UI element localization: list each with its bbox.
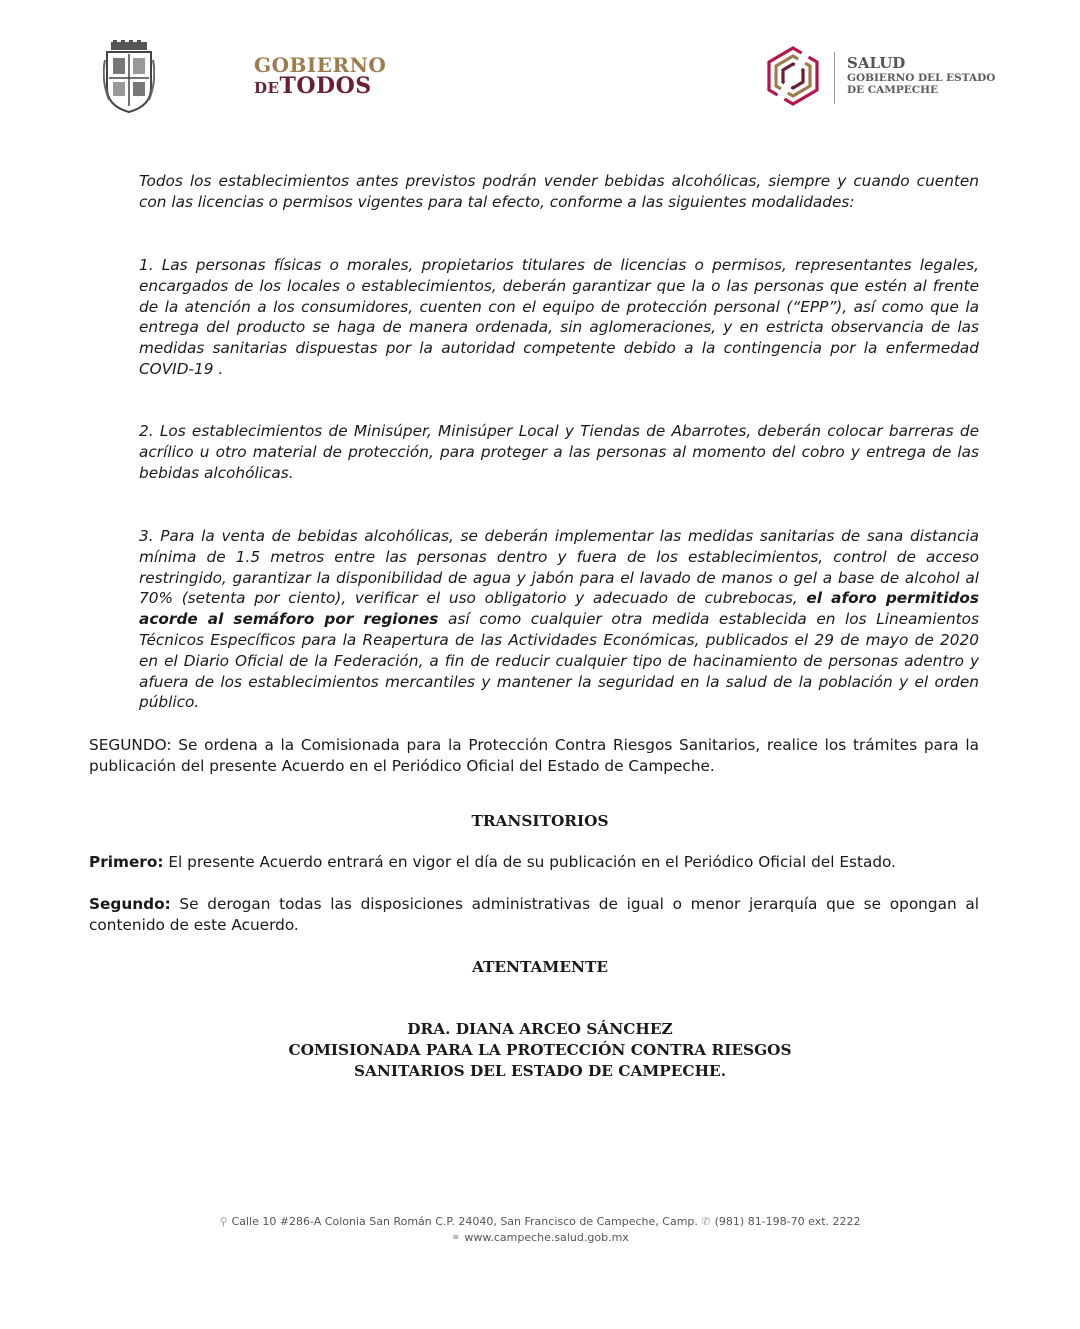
phone-icon: ✆ [701, 1215, 711, 1228]
de-text: DE [254, 79, 280, 97]
signer-name: DRA. DIANA ARCEO SÁNCHEZ [407, 1020, 673, 1038]
footer-phone: (981) 81-198-70 ext. 2222 [714, 1215, 861, 1228]
primero-text: El presente Acuerdo entrará en vigor el día de su publicación en el Periódico Oficial del Estado. [163, 853, 896, 871]
globe-icon: ⚭ [451, 1231, 461, 1244]
todos-text: TODOS [279, 73, 372, 99]
signer-title-line-1: COMISIONADA PARA LA PROTECCIÓN CONTRA RIESGOS [288, 1041, 792, 1059]
campeche-coat-of-arms-icon [103, 40, 155, 114]
signer-title-line-2: SANITARIOS DEL ESTADO DE CAMPECHE. [353, 1062, 727, 1080]
footer-website: www.campeche.salud.gob.mx [464, 1231, 629, 1244]
intro-paragraph: Todos los establecimientos antes previstos podrán vender bebidas alcohólicas, siempre y cuando cuenten con las licencias o permisos vigentes para tal efecto, conforme a las siguientes modalidades: [139, 172, 979, 211]
footer-contact-line [0, 1214, 1080, 1230]
segundo-text: Se derogan todas las disposiciones administrativas de igual o menor jerarquía que se opongan al contenido de este Acuerdo. [89, 895, 979, 934]
salud-logo-icon [763, 44, 823, 108]
salud-logo-text [847, 55, 995, 96]
document-header [0, 0, 1080, 140]
location-pin-icon: ⚲ [219, 1215, 228, 1228]
footer-address: Calle 10 #286-A Colonia San Román C.P. 24040, San Francisco de Campeche, Camp. [231, 1215, 698, 1228]
primero-paragraph [89, 852, 979, 873]
transitorios-heading: TRANSITORIOS [471, 812, 609, 830]
document-footer [0, 1214, 1080, 1246]
gobierno-de-todos-logo [254, 55, 386, 99]
logo-divider [834, 52, 835, 104]
atentamente-heading: ATENTAMENTE [471, 958, 609, 976]
item-3-bold-text: el aforo permitidos acorde al semáforo por regiones [139, 589, 980, 629]
footer-website-line [0, 1230, 1080, 1246]
gobierno-text: GOBIERNO [254, 53, 387, 77]
salud-subtitle-1: GOBIERNO DEL ESTADO [847, 72, 996, 84]
segundo-transitorio-paragraph [89, 894, 979, 936]
segundo-paragraph: SEGUNDO: Se ordena a la Comisionada para la Protección Contra Riesgos Sanitarios, realice los trámites para la publicación del presente Acuerdo en el Periódico Oficial del Estado de Campeche. [89, 736, 979, 775]
segundo-label: Segundo: [89, 895, 171, 913]
item-3-paragraph [139, 526, 979, 713]
primero-label: Primero: [89, 853, 164, 871]
item-3-text-end: así como cualquier otra medida establecida en los Lineamientos Técnicos Específicos para la Reapertura de las Actividades Económicas, publicados el 29 de mayo de 2020 en el Diario Oficial de la Federación, a fin de reducir cualquier tipo de hacinamiento de personas adentro y afuera de los establecimientos mercantiles y mantener la seguridad en la salud de la población y el orden público. [139, 610, 980, 712]
item-2-paragraph: 2. Los establecimientos de Minisúper, Minisúper Local y Tiendas de Abarrotes, deberán colocar barreras de acrílico u otro material de protección, para proteger a las personas al momento del cobro y entrega de las bebidas alcohólicas. [139, 422, 979, 482]
salud-subtitle-2: DE CAMPECHE [847, 84, 939, 96]
item-1-paragraph: 1. Las personas físicas o morales, propietarios titulares de licencias o permisos, representantes legales, encargados de los locales o establecimientos, deberán garantizar que la o las personas que estén al frente de la atención a los consumidores, cuenten con el equipo de protección personal (“EPP”), así como que la entrega del producto se haga de manera ordenada, sin aglomeraciones, y en estricta observancia de las medidas sanitarias dispuestas por la autoridad competente debido a la contingencia por la enfermedad COVID-19 . [139, 256, 979, 378]
item-3-text-start: 3. Para la venta de bebidas alcohólicas, se deberán implementar las medidas sanitarias de sana distancia mínima de 1.5 metros entre las personas dentro y fuera de los establecimientos, control de acceso restringido, garantizar la disponibilidad de agua y jabón para el lavado de manos o gel a base de alcohol al 70% (setenta por ciento), verificar el uso obligatorio y adecuado de cubrebocas, [139, 527, 979, 608]
salud-title: SALUD [847, 54, 906, 72]
